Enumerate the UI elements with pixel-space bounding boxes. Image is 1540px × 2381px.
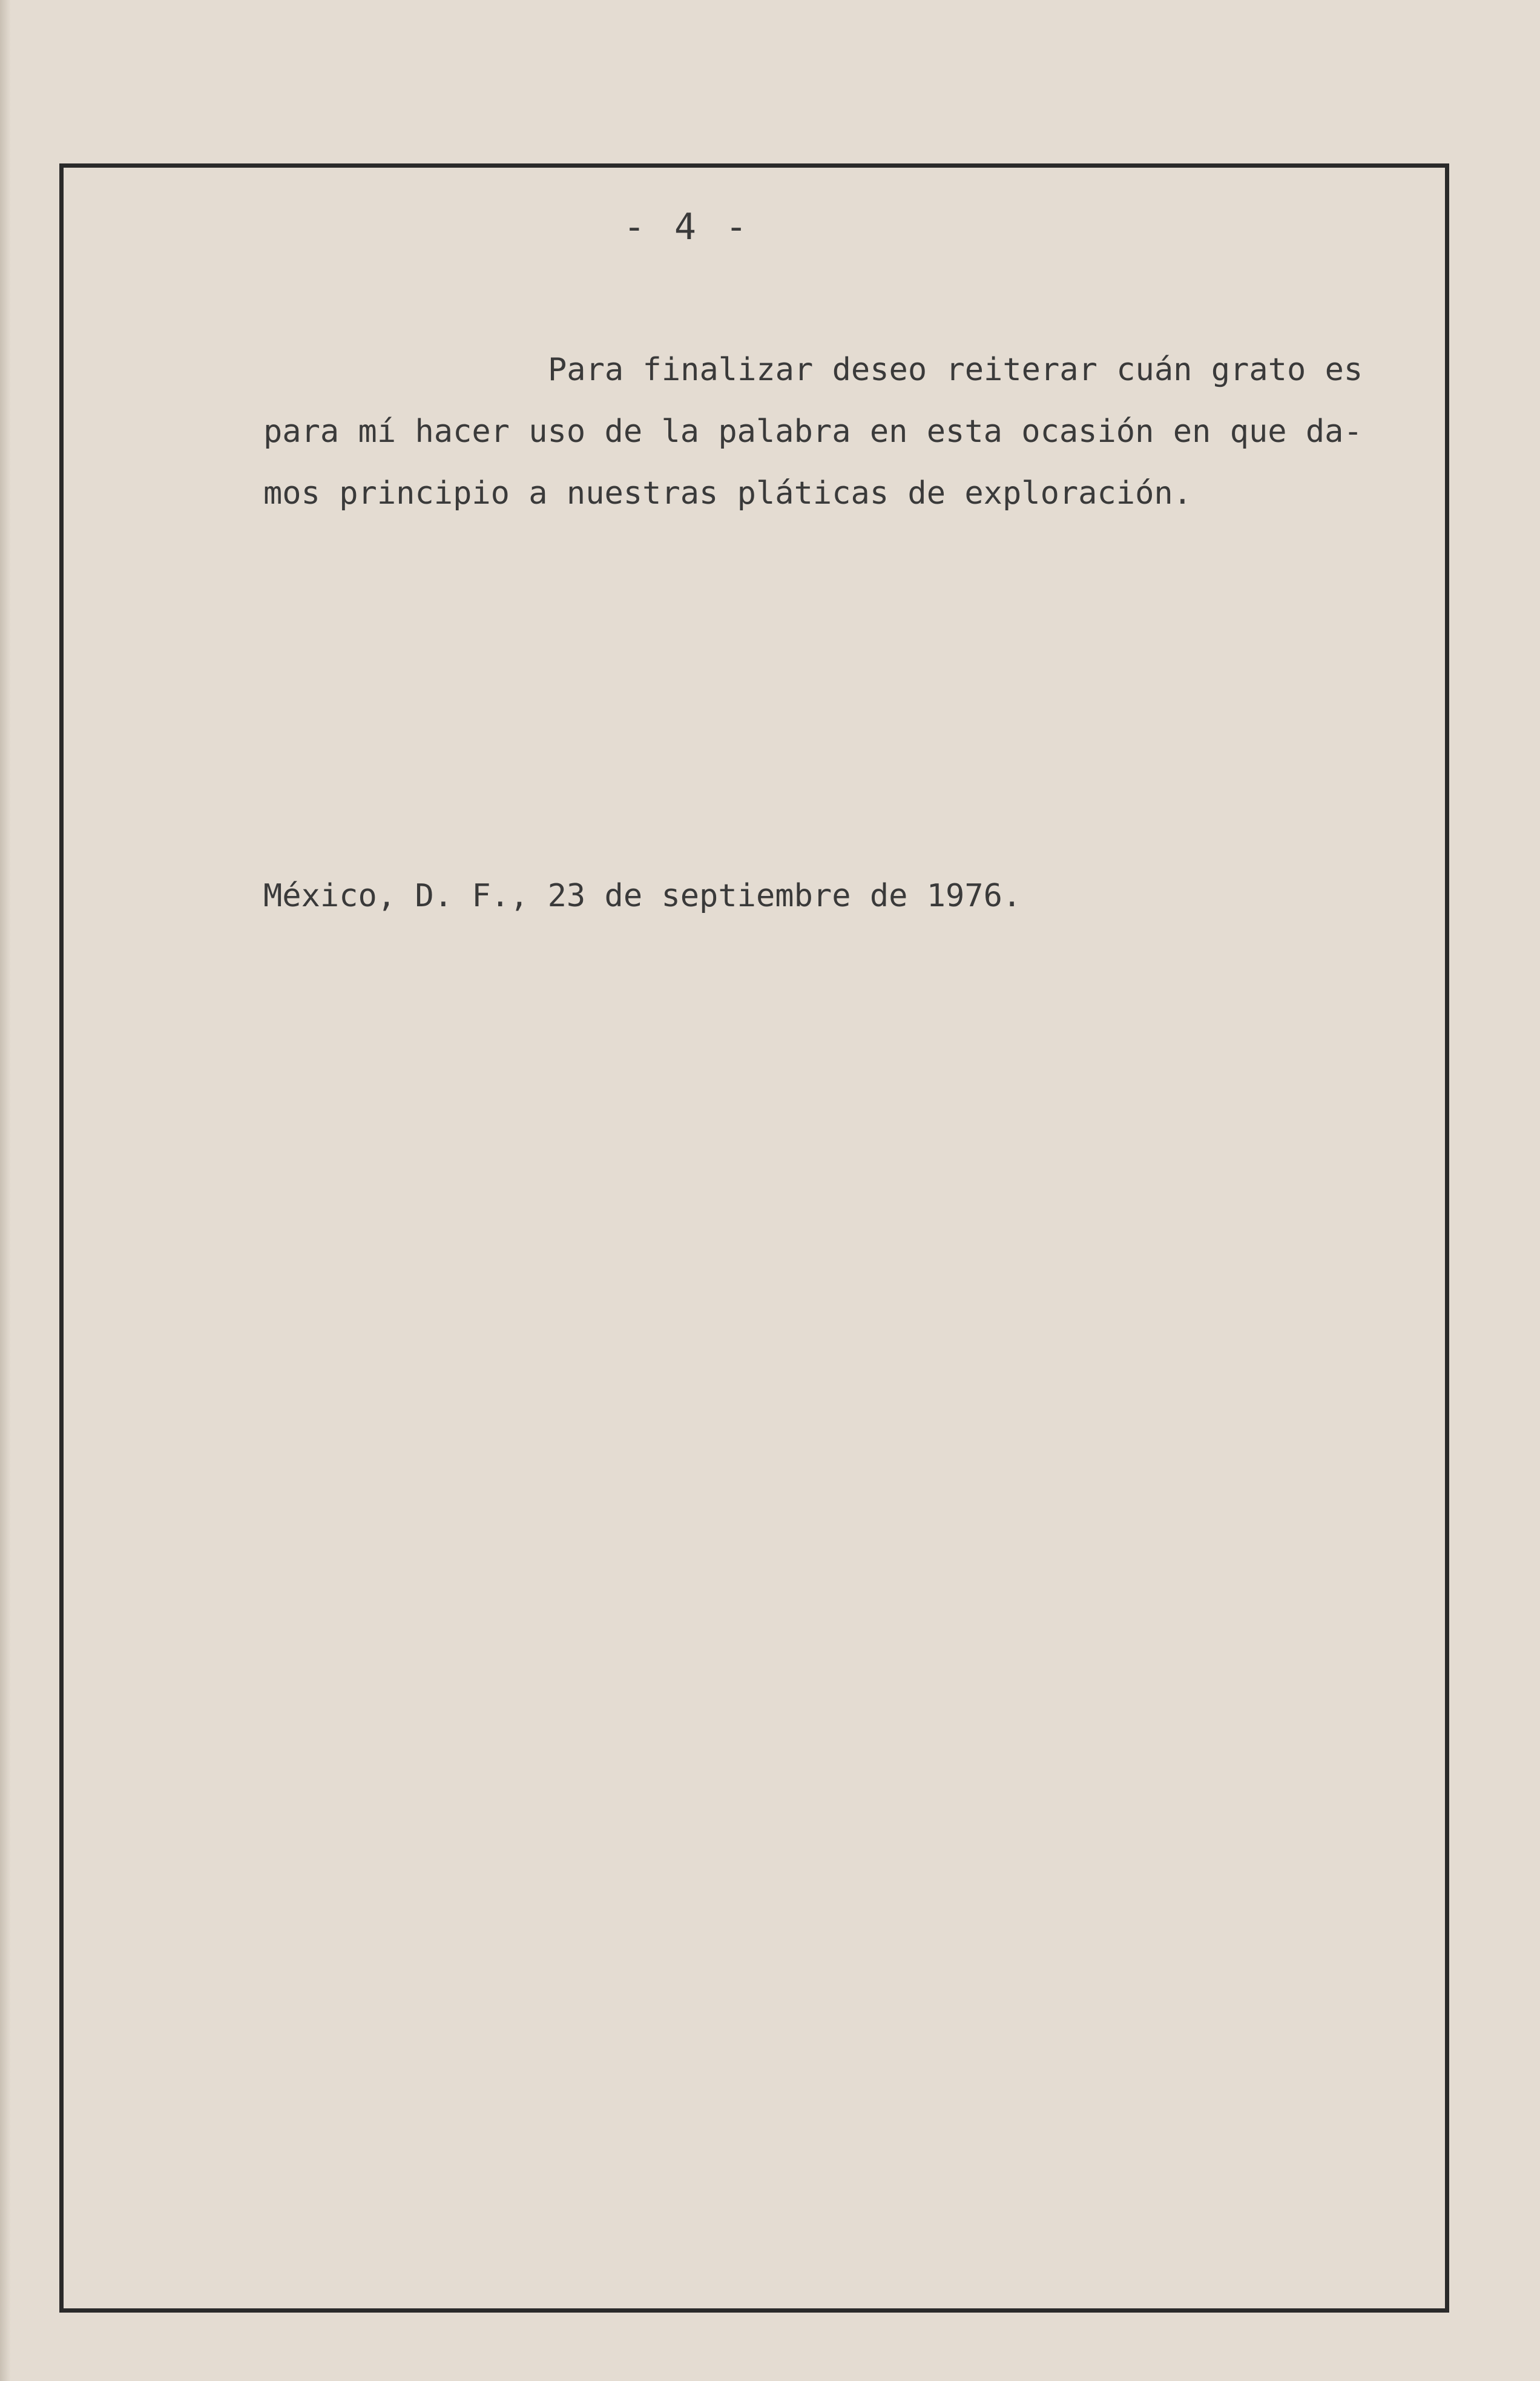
paragraph-line: Para finalizar deseo reiterar cuán grato es bbox=[548, 352, 1363, 388]
place-and-date: México, D. F., 23 de septiembre de 1976. bbox=[263, 878, 1022, 914]
paper-edge bbox=[0, 0, 11, 2381]
paragraph-line: mos principio a nuestras pláticas de exploración. bbox=[263, 475, 1193, 512]
closing-paragraph bbox=[263, 339, 1363, 524]
paragraph-line: para mí hacer uso de la palabra en esta ocasión en que da- bbox=[263, 413, 1363, 450]
page-number: - 4 - bbox=[623, 206, 751, 248]
